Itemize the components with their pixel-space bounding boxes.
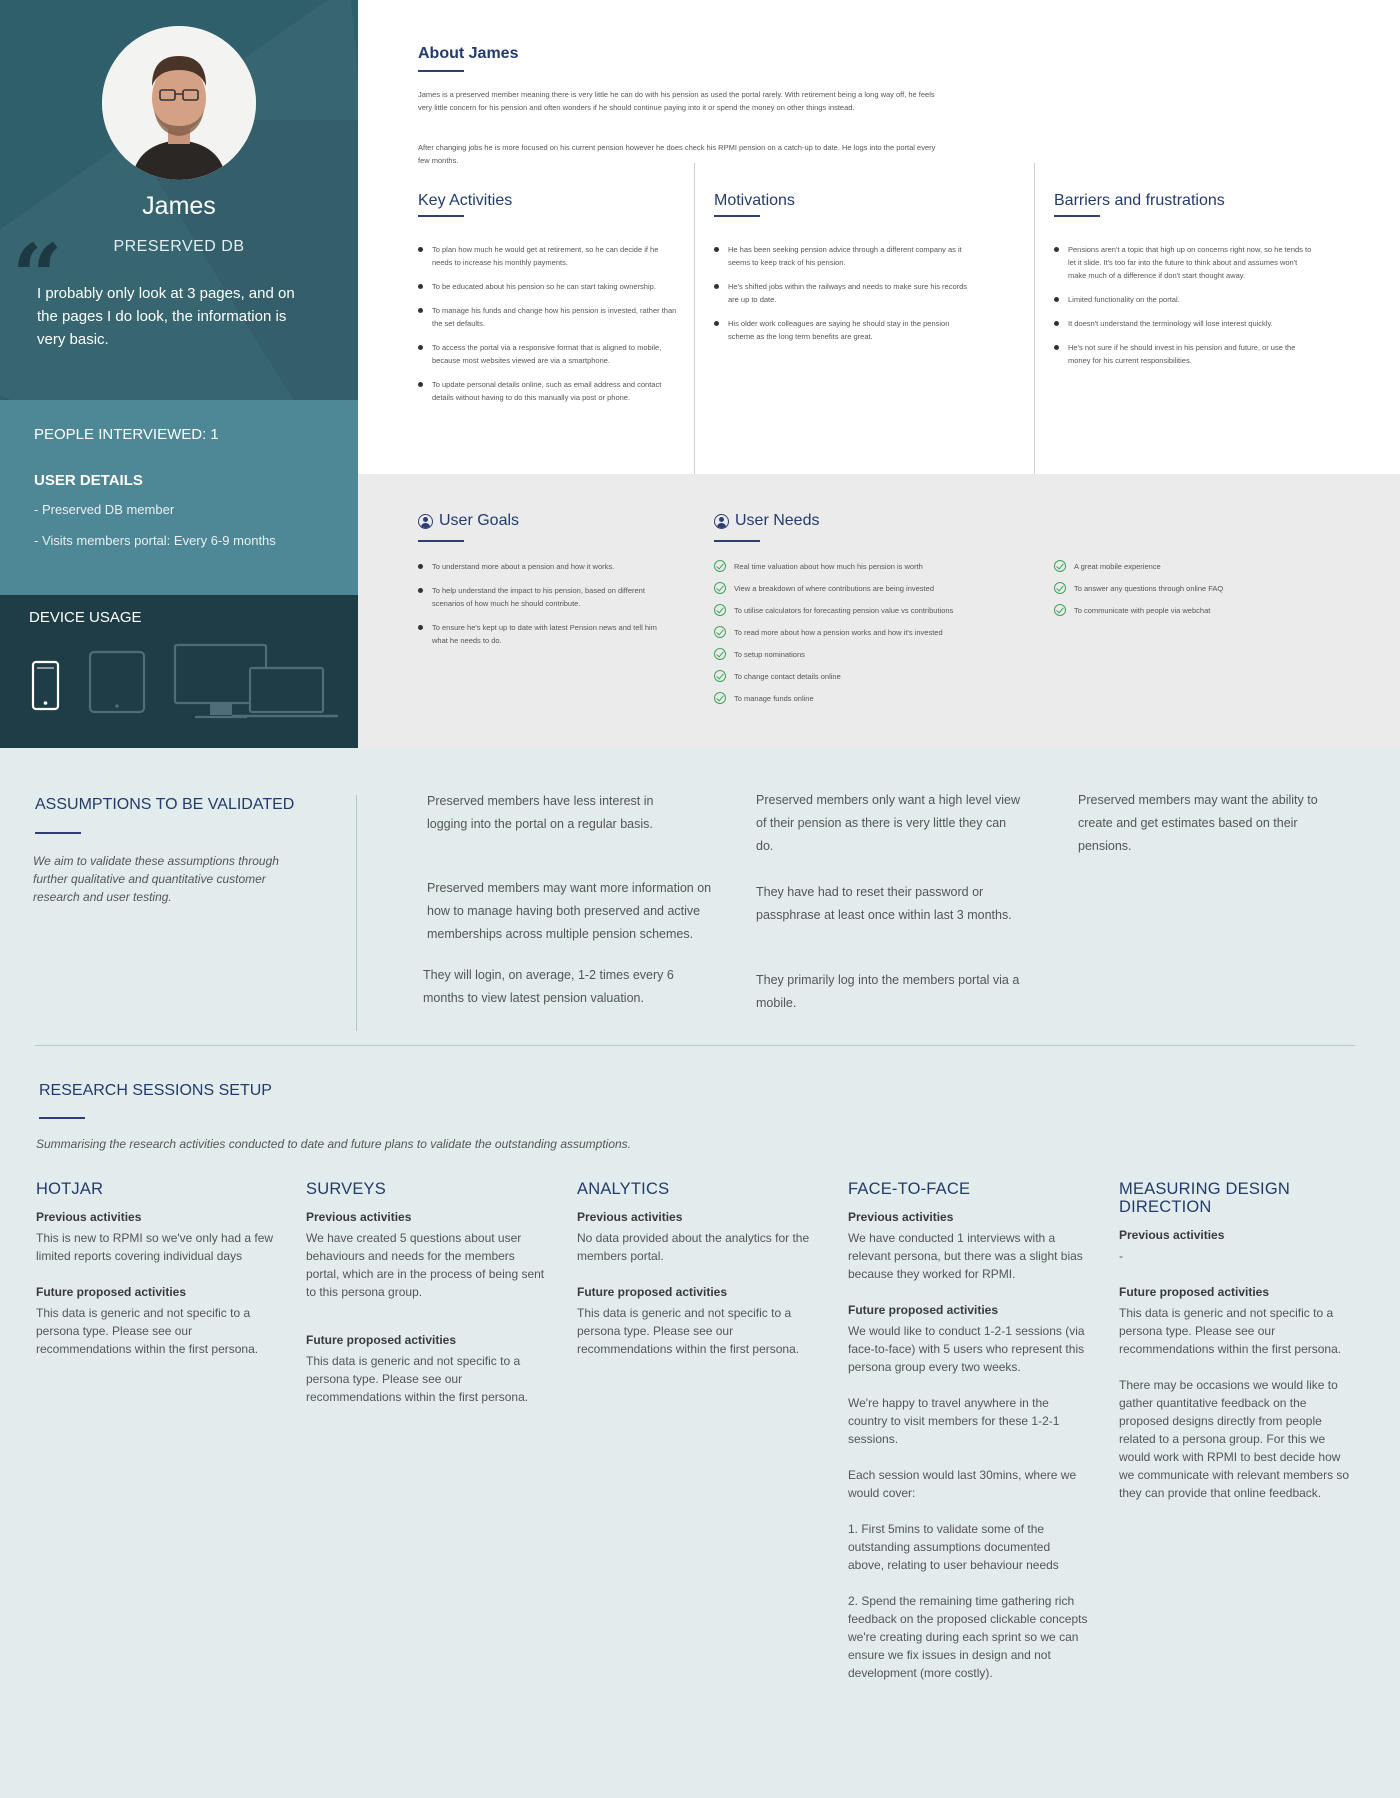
- previous-activities-label: Previous activities: [36, 1210, 142, 1224]
- list-item: To update personal details online, such as email address and contact details without having to do this manually via post or phone.: [418, 378, 680, 404]
- title-underline: [418, 70, 464, 72]
- laptop-icon: [232, 668, 338, 716]
- list-item: [1054, 555, 1223, 577]
- title-underline: [35, 832, 81, 834]
- goals-needs-section: [358, 474, 1400, 748]
- list-item: Pensions aren't a topic that high up on concerns right now, so he tends to let it slide. It's too far into the future to think about and assumes won't make much of a difference if don't start thought away.: [1054, 243, 1316, 282]
- user-icon: [418, 514, 433, 529]
- previous-activities-label: Previous activities: [848, 1210, 954, 1224]
- list-item: To plan how much he would get at retirement, so he can decide if he needs to increase his monthly payments.: [418, 243, 680, 269]
- assumption-item: They primarily log into the members portal via a mobile.: [756, 973, 1020, 1010]
- barriers-list: [1054, 243, 1316, 378]
- user-icon: [714, 514, 729, 529]
- research-column-hotjar: [36, 1180, 276, 1376]
- future-activities-label: Future proposed activities: [306, 1333, 457, 1347]
- list-item: He's not sure if he should invest in his pension and future, or use the money for his current responsibilities.: [1054, 341, 1316, 367]
- list-item: To access the portal via a responsive format that is aligned to mobile, because most websites viewed are via a smartphone.: [418, 341, 680, 367]
- list-item: To help understand the impact to his pension, based on different scenarios of how much he should contribute.: [418, 584, 673, 610]
- list-item: [714, 599, 953, 621]
- activity-text: We're happy to travel anywhere in the country to visit members for these 1-2-1 sessions.: [848, 1396, 1060, 1446]
- need-text: To communicate with people via webchat: [1074, 605, 1211, 615]
- research-column-title: ANALYTICS: [577, 1180, 670, 1198]
- assumption-item: Preserved members only want a high level view of their pension as there is very little they can do.: [756, 793, 1021, 853]
- activity-text: 1. First 5mins to validate some of the outstanding assumptions documented above, relating to user behaviour needs: [848, 1522, 1059, 1572]
- column-divider: [356, 795, 357, 1031]
- check-circle-icon: [714, 582, 726, 594]
- need-text: Real time valuation about how much his pension is worth: [734, 561, 923, 571]
- future-activities-label: Future proposed activities: [848, 1303, 999, 1317]
- list-item: Limited functionality on the portal.: [1054, 293, 1316, 306]
- list-item: [714, 577, 953, 599]
- user-goals-heading: [418, 512, 519, 530]
- user-needs-list: [714, 555, 953, 709]
- title-underline: [1054, 215, 1100, 217]
- about-paragraph: After changing jobs he is more focused on his current pension however he does check his RPMI pension on a catch-up to date. He logs into the portal every few months.: [418, 143, 936, 165]
- user-needs-heading: [714, 512, 819, 530]
- activity-text: We have created 5 questions about user behaviours and needs for the members portal, which are in the process of being sent to this persona group.: [306, 1231, 545, 1299]
- user-needs-title: User Needs: [735, 512, 820, 529]
- need-text: View a breakdown of where contributions are being invested: [734, 583, 934, 593]
- check-circle-icon: [714, 604, 726, 616]
- list-item: [714, 665, 953, 687]
- research-column-title: MEASURING DESIGN DIRECTION: [1119, 1180, 1290, 1216]
- section-divider: [35, 1045, 1355, 1046]
- activity-text: This is new to RPMI so we've only had a few limited reports covering individual days: [36, 1231, 274, 1263]
- title-underline: [418, 540, 464, 542]
- tablet-icon: [90, 652, 144, 712]
- list-item: It doesn't understand the terminology will lose interest quickly.: [1054, 317, 1316, 330]
- activity-text: This data is generic and not specific to a persona type. Please see our recommendations within the first persona.: [306, 1354, 529, 1404]
- list-item: His older work colleagues are saying he should stay in the pension scheme as the long term benefits are great.: [714, 317, 976, 343]
- previous-activities-label: Previous activities: [577, 1210, 683, 1224]
- device-icons: [20, 635, 350, 745]
- research-title: RESEARCH SESSIONS SETUP: [39, 1082, 272, 1099]
- check-circle-icon: [714, 648, 726, 660]
- assumption-item: Preserved members may want more information on how to manage having both preserved and active memberships across multiple pension schemes.: [427, 881, 712, 941]
- activity-text: This data is generic and not specific to a persona type. Please see our recommendations within the first persona.: [577, 1306, 800, 1356]
- need-text: To setup nominations: [734, 649, 805, 659]
- list-item: [1054, 599, 1223, 621]
- research-column-title: SURVEYS: [306, 1180, 386, 1198]
- assumption-item: Preserved members may want the ability to create and get estimates based on their pensions.: [1078, 793, 1318, 853]
- need-text: To utilise calculators for forecasting pension value vs contributions: [734, 605, 954, 615]
- device-usage-panel: [0, 595, 358, 748]
- activity-text: This data is generic and not specific to a persona type. Please see our recommendations within the first persona.: [36, 1306, 259, 1356]
- column-divider: [694, 163, 695, 474]
- check-circle-icon: [1054, 560, 1066, 572]
- motivations-list: [714, 243, 976, 354]
- list-item: He's shifted jobs within the railways and needs to make sure his records are up to date.: [714, 280, 976, 306]
- key-activities-column: [418, 163, 683, 474]
- research-subtitle: Summarising the research activities conducted to date and future plans to validate the outstanding assumptions.: [36, 1137, 632, 1151]
- research-column-title: FACE-TO-FACE: [848, 1180, 971, 1198]
- need-text: To manage funds online: [734, 693, 814, 703]
- assumption-item: Preserved members have less interest in logging into the portal on a regular basis.: [427, 794, 654, 831]
- title-underline: [418, 215, 464, 217]
- check-circle-icon: [1054, 604, 1066, 616]
- title-underline: [714, 540, 760, 542]
- motivations-title: Motivations: [714, 192, 795, 209]
- user-details-panel: [0, 400, 358, 595]
- need-text: To read more about how a pension works and how it's invested: [734, 627, 943, 637]
- previous-activities-label: Previous activities: [1119, 1228, 1225, 1242]
- mobile-icon: [33, 662, 58, 709]
- activity-text: Each session would last 30mins, where we would cover:: [848, 1468, 1077, 1500]
- activity-text: This data is generic and not specific to a persona type. Please see our recommendations within the first persona.: [1119, 1306, 1342, 1356]
- user-goals-list: [418, 560, 673, 658]
- previous-activities-label: Previous activities: [306, 1210, 412, 1224]
- research-column-face-to-face: [848, 1180, 1088, 1700]
- list-item: [714, 643, 953, 665]
- persona-sidebar: [0, 0, 358, 748]
- user-needs-list-secondary: [1054, 555, 1223, 621]
- research-column-title: HOTJAR: [36, 1180, 104, 1198]
- list-item: To understand more about a pension and how it works.: [418, 560, 673, 573]
- persona-profile: [0, 0, 358, 400]
- motivations-column: [714, 163, 979, 474]
- activity-text: We have conducted 1 interviews with a relevant persona, but there was a slight bias because they worked for RPMI.: [848, 1231, 1083, 1281]
- title-underline: [39, 1117, 85, 1119]
- activity-text: There may be occasions we would like to gather quantitative feedback on the proposed designs directly from people related to a persona group. For this we would work with RPMI to best decide how we communicate with relevant members so they can provide that online feedback.: [1119, 1378, 1350, 1500]
- avatar-portrait: [102, 26, 256, 180]
- assumptions-title: ASSUMPTIONS TO BE VALIDATED: [35, 796, 295, 813]
- barriers-title: Barriers and frustrations: [1054, 192, 1225, 209]
- user-details-title: USER DETAILS: [34, 472, 143, 489]
- user-detail-item: - Visits members portal: Every 6-9 months: [34, 533, 276, 548]
- about-title: About James: [418, 45, 519, 62]
- quote-mark-icon: “: [12, 224, 63, 328]
- check-circle-icon: [1054, 582, 1066, 594]
- activity-text: We would like to conduct 1-2-1 sessions (via face-to-face) with 5 users who represent this persona group every two weeks.: [848, 1324, 1085, 1374]
- device-usage-title: DEVICE USAGE: [29, 609, 142, 626]
- research-column-measuring-design-direction: [1119, 1180, 1359, 1520]
- list-item: [714, 555, 953, 577]
- activity-text: -: [1119, 1249, 1123, 1263]
- avatar: [102, 26, 256, 180]
- people-interviewed: PEOPLE INTERVIEWED: 1: [34, 426, 219, 443]
- persona-name: James: [142, 192, 216, 220]
- check-circle-icon: [714, 692, 726, 704]
- key-activities-title: Key Activities: [418, 192, 513, 209]
- persona-quote: I probably only look at 3 pages, and on the pages I do look, the information is very basic.: [37, 285, 295, 348]
- need-text: To answer any questions through online FAQ: [1074, 583, 1224, 593]
- research-column-surveys: [306, 1180, 546, 1424]
- assumption-item: They will login, on average, 1-2 times every 6 months to view latest pension valuation.: [423, 968, 674, 1005]
- future-activities-label: Future proposed activities: [1119, 1285, 1270, 1299]
- list-item: To manage his funds and change how his pension is invested, rather than the set defaults.: [418, 304, 680, 330]
- barriers-column: [1054, 163, 1324, 474]
- check-circle-icon: [714, 626, 726, 638]
- need-text: To change contact details online: [734, 671, 841, 681]
- check-circle-icon: [714, 560, 726, 572]
- list-item: [1054, 577, 1223, 599]
- column-divider: [1034, 163, 1035, 474]
- user-detail-item: - Preserved DB member: [34, 502, 175, 517]
- title-underline: [714, 215, 760, 217]
- list-item: He has been seeking pension advice through a different company as it seems to keep track of his pension.: [714, 243, 976, 269]
- list-item: [714, 687, 953, 709]
- assumption-item: They have had to reset their password or passphrase at least once within last 3 months.: [756, 885, 1012, 922]
- activity-text: 2. Spend the remaining time gathering rich feedback on the proposed clickable concepts we're creating during each sprint so we can ensure we fix issues in design and not development (more costly).: [848, 1594, 1088, 1680]
- activity-text: No data provided about the analytics for the members portal.: [577, 1231, 810, 1263]
- future-activities-label: Future proposed activities: [36, 1285, 187, 1299]
- about-section: [358, 0, 1400, 474]
- check-circle-icon: [714, 670, 726, 682]
- future-activities-label: Future proposed activities: [577, 1285, 728, 1299]
- list-item: [714, 621, 953, 643]
- key-activities-list: [418, 243, 680, 415]
- assumptions-subtitle: We aim to validate these assumptions through further qualitative and quantitative customer research and user testing.: [33, 854, 279, 904]
- persona-type: PRESERVED DB: [113, 238, 245, 255]
- need-text: A great mobile experience: [1074, 561, 1161, 571]
- about-paragraph: James is a preserved member meaning there is very little he can do with his pension as used the portal rarely. With retirement being a long way off, he feels very little concern for his pension and often wonders if he should continue paying into it or spend the money on other things instead.: [418, 90, 935, 112]
- list-item: To ensure he's kept up to date with latest Pension news and tell him what he needs to do.: [418, 621, 673, 647]
- user-goals-title: User Goals: [439, 512, 520, 529]
- list-item: To be educated about his pension so he can start taking ownership.: [418, 280, 680, 293]
- research-column-analytics: [577, 1180, 817, 1376]
